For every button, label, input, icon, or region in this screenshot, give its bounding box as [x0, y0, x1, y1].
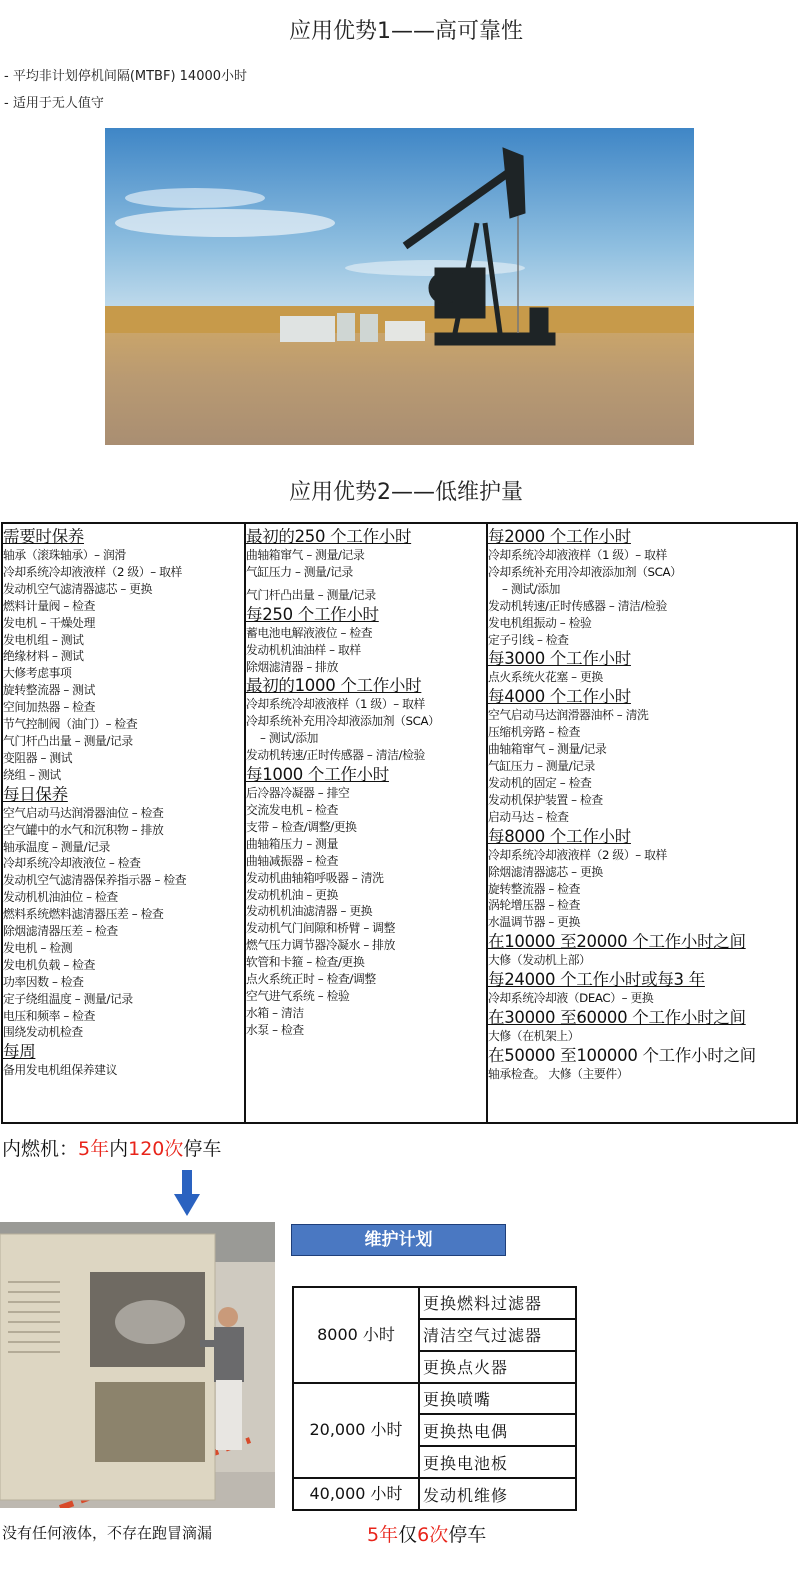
maintenance-task: 备用发电机组保养建议	[3, 1063, 117, 1078]
table-row	[293, 1287, 576, 1319]
maintenance-task: 冷却系统冷却液液样（2 级）– 取样	[3, 564, 182, 579]
task-cell: 更换电池板	[419, 1446, 576, 1478]
footer-stops: 6次	[417, 1524, 449, 1546]
turbine-stop-summary	[367, 1520, 486, 1547]
maintenance-interval-heading: 每8000 个工作小时	[488, 826, 631, 846]
maintenance-task: 除烟滤清器滤芯 – 更换	[488, 864, 603, 879]
maintenance-task: 发电机 – 检测	[3, 940, 73, 955]
maintenance-task: 冷却系统冷却液液样（2 级）– 取样	[488, 847, 667, 862]
footer-only: 仅	[398, 1524, 418, 1546]
maintenance-interval-heading: 每周	[3, 1042, 36, 1062]
maintenance-task: 水箱 – 清洁	[246, 1005, 304, 1020]
maintenance-task: 除烟滤清器压差 – 检查	[3, 924, 118, 939]
maintenance-column-2	[244, 524, 486, 1122]
maintenance-task: 发动机机油 – 更换	[246, 887, 338, 902]
table-row	[293, 1383, 576, 1415]
maintenance-column-1	[3, 524, 244, 1122]
maintenance-task: 冷却系统补充用冷却液添加剂（SCA）	[488, 564, 682, 579]
bullet-unattended: - 适用于无人值守	[4, 96, 104, 111]
summary-within: 内	[109, 1138, 129, 1160]
interval-40000: 40,000 小时	[293, 1478, 419, 1510]
summary-label: 内燃机：	[2, 1138, 79, 1160]
maintenance-task: – 测试/添加	[502, 581, 561, 596]
summary-years: 5年	[78, 1138, 110, 1160]
maintenance-task: 定子引线 – 检查	[488, 632, 569, 647]
no-leak-caption: 没有任何液体，不存在跑冒滴漏	[2, 1524, 213, 1542]
arrow-down-icon	[174, 1170, 200, 1216]
maintenance-task: 发电机组 – 测试	[3, 632, 84, 647]
maintenance-task: 大修考虑事项	[3, 666, 72, 681]
maintenance-task: 发动机空气滤清器保养指示器 – 检查	[3, 873, 187, 888]
maintenance-task: 发动机机油滤清器 – 更换	[246, 904, 373, 919]
interval-20000: 20,000 小时	[293, 1383, 419, 1479]
bullet-mtbf: - 平均非计划停机间隔(MTBF) 14000小时	[4, 69, 248, 84]
maintenance-interval-heading: 最初的1000 个工作小时	[246, 676, 422, 696]
maintenance-task: 大修（在机架上）	[488, 1029, 580, 1044]
maintenance-task: 空气进气系统 – 检验	[246, 988, 350, 1003]
maintenance-task: 发动机机油油样 – 取样	[246, 642, 361, 657]
maintenance-task: 发动机空气滤清器滤芯 – 更换	[3, 581, 152, 596]
maintenance-task: 除烟滤清器 – 排放	[246, 659, 338, 674]
task-cell: 更换点火器	[419, 1351, 576, 1383]
maintenance-column-3	[486, 524, 796, 1122]
maintenance-task: 气门杆凸出量 – 测量/记录	[3, 733, 133, 748]
maintenance-task: 绝缘材料 – 测试	[3, 649, 84, 664]
task-cell: 更换喷嘴	[419, 1383, 576, 1415]
maintenance-task: 旋转整流器 – 检查	[488, 881, 580, 896]
footer-suffix: 停车	[448, 1524, 487, 1546]
maintenance-task: 发电机负载 – 检查	[3, 957, 95, 972]
maintenance-task: 空气启动马达润滑器油杯 – 清洗	[488, 708, 649, 723]
maintenance-task: 功率因数 – 检查	[3, 974, 84, 989]
oil-pumpjack-photo	[105, 128, 694, 445]
maintenance-interval-heading: 每4000 个工作小时	[488, 687, 631, 707]
microturbine-photo	[0, 1222, 275, 1508]
maintenance-task: 电压和频率 – 检查	[3, 1008, 95, 1023]
maintenance-interval-heading: 在50000 至100000 个工作小时之间	[488, 1045, 756, 1065]
maintenance-task: 发动机机油油位 – 检查	[3, 890, 118, 905]
summary-suffix: 停车	[183, 1138, 222, 1160]
footer-years: 5年	[367, 1524, 399, 1546]
maintenance-task: 变阻器 – 测试	[3, 750, 73, 765]
maintenance-task: 轴承（滚珠轴承）– 润滑	[3, 548, 126, 562]
maintenance-task: 节气控制阀（油门）– 检查	[3, 717, 138, 732]
maintenance-interval-heading: 每24000 个工作小时或每3 年	[488, 970, 705, 990]
maintenance-task: 燃气压力调节器冷凝水 – 排放	[246, 938, 395, 953]
maintenance-task: 围绕发动机检查	[3, 1025, 83, 1040]
task-cell: 更换燃料过滤器	[419, 1287, 576, 1319]
maintenance-task: 点火系统火花塞 – 更换	[488, 670, 603, 685]
task-cell: 发动机维修	[419, 1478, 576, 1510]
task-cell: 清洁空气过滤器	[419, 1319, 576, 1351]
maintenance-task: 水泵 – 检查	[246, 1022, 304, 1037]
maintenance-task: 冷却系统冷却液（DEAC）– 更换	[488, 991, 654, 1006]
maintenance-task: 曲轴箱窜气 – 测量/记录	[488, 742, 607, 757]
maintenance-task: 点火系统正时 – 检查/调整	[246, 972, 376, 987]
ice-stop-summary	[2, 1134, 221, 1161]
maintenance-task: – 测试/添加	[260, 731, 319, 746]
maintenance-task: 涡轮增压器 – 检查	[488, 898, 580, 913]
maintenance-task: 发电机组振动 – 检验	[488, 615, 592, 630]
maintenance-task: 轴承温度 – 测量/记录	[3, 839, 110, 854]
maintenance-task: 燃料计量阀 – 检查	[3, 598, 95, 613]
maintenance-task: 发动机的固定 – 检查	[488, 775, 592, 790]
maintenance-task: 曲轴箱窜气 – 测量/记录	[246, 548, 365, 562]
maintenance-task: 压缩机旁路 – 检查	[488, 725, 580, 740]
maintenance-task: 发动机保护装置 – 检查	[488, 792, 603, 807]
maintenance-task: 气门杆凸出量 – 测量/记录	[246, 587, 376, 602]
maintenance-task: 曲轴箱压力 – 测量	[246, 836, 338, 851]
maintenance-task: 发动机转速/正时传感器 – 清洁/检验	[488, 598, 667, 613]
maintenance-interval-heading: 最初的250 个工作小时	[246, 527, 412, 546]
maintenance-task: 旋转整流器 – 测试	[3, 683, 95, 698]
maintenance-interval-heading: 需要时保养	[3, 527, 85, 546]
maintenance-task: 冷却系统补充用冷却液添加剂（SCA）	[246, 714, 440, 729]
maintenance-task: 气缸压力 – 测量/记录	[246, 564, 353, 579]
maintenance-interval-heading: 在10000 至20000 个工作小时之间	[488, 932, 746, 952]
maintenance-task: 交流发电机 – 检查	[246, 802, 338, 817]
summary-stops: 120次	[128, 1138, 184, 1160]
maintenance-task: 后冷器冷凝器 – 排空	[246, 786, 350, 801]
maintenance-task: 发动机曲轴箱呼吸器 – 清洗	[246, 870, 384, 885]
maintenance-task: 大修（发动机上部）	[488, 953, 591, 968]
maintenance-task: 发动机转速/正时传感器 – 清洁/检验	[246, 748, 425, 763]
maintenance-plan-table	[292, 1286, 577, 1511]
maintenance-plan-title: 维护计划	[291, 1224, 506, 1256]
maintenance-interval-heading: 在30000 至60000 个工作小时之间	[488, 1008, 746, 1028]
maintenance-interval-heading: 每2000 个工作小时	[488, 527, 631, 546]
maintenance-task: 定子绕组温度 – 测量/记录	[3, 991, 133, 1006]
maintenance-task: 绕组 – 测试	[3, 767, 61, 782]
maintenance-task: 曲轴减振器 – 检查	[246, 853, 338, 868]
maintenance-schedule-table	[1, 522, 798, 1124]
maintenance-task: 软管和卡箍 – 检查/更换	[246, 955, 365, 970]
maintenance-task: 冷却系统冷却液液样（1 级）– 取样	[488, 548, 667, 562]
section2-title: 应用优势2——低维护量	[289, 480, 523, 505]
maintenance-task: 发电机 – 干燥处理	[3, 615, 95, 630]
maintenance-task: 发动机气门间隙和桥臂 – 调整	[246, 921, 395, 936]
section1-title: 应用优势1——高可靠性	[289, 19, 523, 44]
maintenance-task: 气缸压力 – 测量/记录	[488, 759, 595, 774]
maintenance-interval-heading: 每3000 个工作小时	[488, 649, 631, 669]
interval-8000: 8000 小时	[293, 1287, 419, 1383]
maintenance-task: 水温调节器 – 更换	[488, 915, 580, 930]
maintenance-task: 空气罐中的水气和沉积物 – 排放	[3, 822, 164, 837]
table-row	[293, 1478, 576, 1510]
maintenance-interval-heading: 每250 个工作小时	[246, 604, 379, 624]
maintenance-interval-heading: 每日保养	[3, 784, 68, 804]
maintenance-task: 蓄电池电解液液位 – 检查	[246, 625, 373, 640]
maintenance-task: 启动马达 – 检查	[488, 809, 569, 824]
maintenance-task: 燃料系统燃料滤清器压差 – 检查	[3, 907, 164, 922]
reliability-bullets	[4, 63, 247, 117]
task-cell: 更换热电偶	[419, 1414, 576, 1446]
maintenance-task: 冷却系统冷却液液样（1 级）– 取样	[246, 697, 425, 712]
maintenance-task: 空间加热器 – 检查	[3, 700, 95, 715]
maintenance-task: 空气启动马达润滑器油位 – 检查	[3, 805, 164, 820]
maintenance-task: 冷却系统冷却液液位 – 检查	[3, 856, 141, 871]
maintenance-task: 支带 – 检查/调整/更换	[246, 819, 357, 834]
maintenance-interval-heading: 每1000 个工作小时	[246, 765, 389, 785]
maintenance-task: 轴承检查。 大修（主要件）	[488, 1066, 629, 1081]
